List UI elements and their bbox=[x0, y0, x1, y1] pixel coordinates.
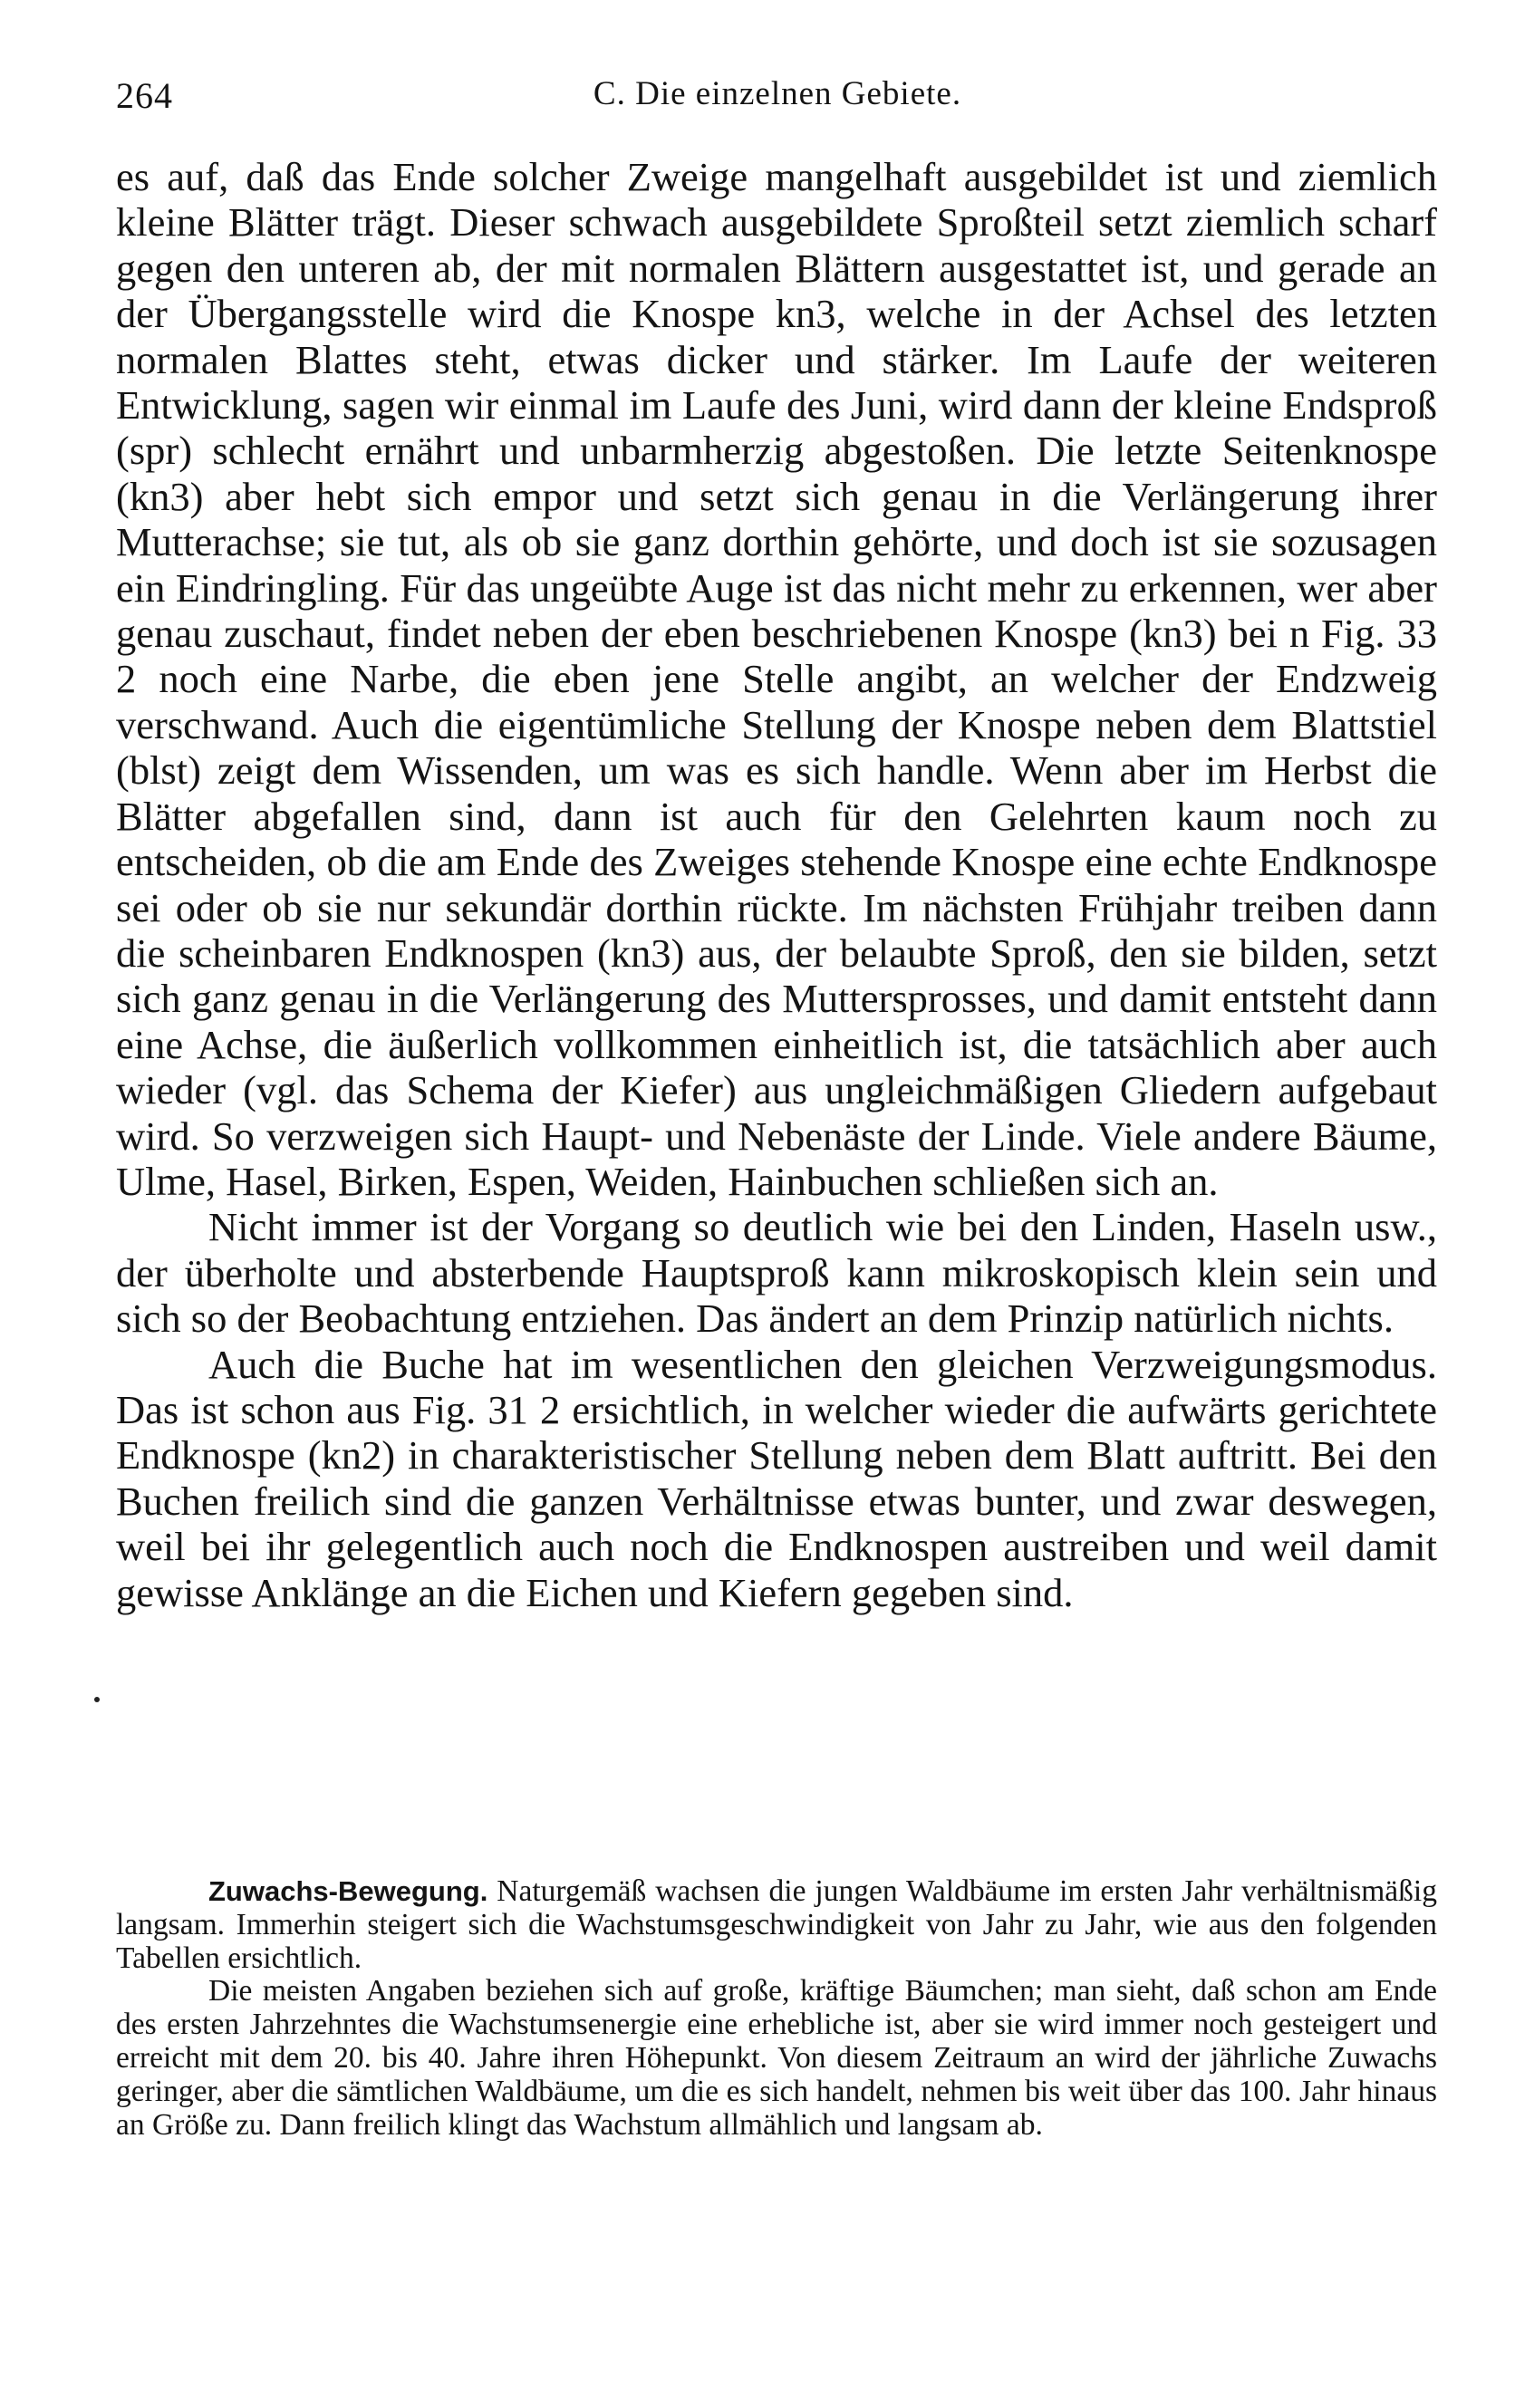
body-paragraph-1: es auf, daß das Ende solcher Zweige mangelhaft ausgebildet ist und ziemlich kleine Blätter trägt. Dieser schwach ausgebildete Sproßteil setzt ziemlich scharf gegen den unteren ab, der mit normalen Blättern ausgestattet ist, und gerade an der Übergangsstelle wird die Knospe kn3, welche in der Achsel des letzten normalen Blattes steht, etwas dicker und stärker. Im Laufe der weiteren Entwicklung, sagen wir einmal im Laufe des Juni, wird dann der kleine Endsproß (spr) schlecht ernährt und unbarmherzig abgestoßen. Die letzte Seitenknospe (kn3) aber hebt sich empor und setzt sich genau in die Verlängerung ihrer Mutterachse; sie tut, als ob sie ganz dorthin gehörte, und doch ist sie sozusagen ein Eindringling. Für das ungeübte Auge ist das nicht mehr zu erkennen, wer aber genau zuschaut, findet neben der eben beschriebenen Knospe (kn3) bei n Fig. 33 2 noch eine Narbe, die eben jene Stelle angibt, an welcher der Endzweig verschwand. Auch die eigentümliche Stellung der Knospe neben dem Blattstiel (blst) zeigt dem Wissenden, um was es sich handle. Wenn aber im Herbst die Blätter abgefallen sind, dann ist auch für den Gelehrten kaum noch zu entscheiden, ob die am Ende des Zweiges stehende Knospe eine echte Endknospe sei oder ob sie nur sekundär dorthin rückte. Im nächsten Frühjahr treiben dann die scheinbaren Endknospen (kn3) aus, der belaubte Sproß, den sie bilden, setzt sich ganz genau in die Verlängerung des Muttersprosses, und damit entsteht dann eine Achse, die äußerlich vollkommen einheitlich ist, die tatsächlich aber auch wieder (vgl. das Schema der Kiefer) aus ungleichmäßigen Gliedern aufgebaut wird. So verzweigen sich Haupt- und Nebenäste der Linde. Viele andere Bäume, Ulme, Hasel, Birken, Espen, Weiden, Hainbuchen schließen sich an. bbox=[116, 154, 1437, 1204]
small-paragraph-1-text: Naturgemäß wachsen die jungen Waldbäume im ersten Jahr verhältnismäßig langsam. Immerhin steigert sich die Wachstumsgeschwindigkeit von Jahr zu Jahr, wie aus den folgenden Tabellen ersichtlich. bbox=[116, 1874, 1437, 1975]
small-paragraph-1 bbox=[116, 1875, 1437, 1975]
small-paragraph-2: Die meisten Angaben beziehen sich auf große, kräftige Bäumchen; man sieht, daß schon am Ende des ersten Jahrzehntes die Wachstumsenergie eine erhebliche ist, aber sie wird immer noch gesteigert und erreicht mit dem 20. bis 40. Jahre ihren Höhepunkt. Von diesem Zeitraum an wird der jährliche Zuwachs geringer, aber die sämtlichen Waldbäume, um die es sich handelt, nehmen bis weit über das 100. Jahr hinaus an Größe zu. Dann freilich klingt das Wachstum allmählich und langsam ab. bbox=[116, 1974, 1437, 2142]
running-title: C. Die einzelnen Gebiete. bbox=[593, 75, 962, 112]
main-text bbox=[116, 154, 1437, 1615]
section-keyword: Zuwachs-Bewegung. bbox=[208, 1875, 488, 1907]
page-header bbox=[116, 65, 1439, 120]
small-print-section bbox=[116, 1875, 1437, 2142]
body-paragraph-3: Auch die Buche hat im wesentlichen den gleichen Verzweigungsmodus. Das ist schon aus Fig. 31 2 ersichtlich, in welcher wieder die aufwärts gerichtete Endknospe (kn2) in charakteristischer Stellung neben dem Blatt auftritt. Bei den Buchen freilich sind die ganzen Verhältnisse etwas bunter, und zwar deswegen, weil bei ihr gelegentlich auch noch die Endknospen austreiben und weil damit gewisse Anklänge an die Eichen und Kiefern gegeben sind. bbox=[116, 1341, 1437, 1615]
body-paragraph-2: Nicht immer ist der Vorgang so deutlich wie bei den Linden, Haseln usw., der überholte und absterbende Hauptsproß kann mikroskopisch klein sein und sich so der Beobachtung entziehen. Das ändert an dem Prinzip natürlich nichts. bbox=[116, 1204, 1437, 1342]
page-number: 264 bbox=[116, 75, 173, 116]
margin-mark bbox=[94, 1697, 100, 1702]
